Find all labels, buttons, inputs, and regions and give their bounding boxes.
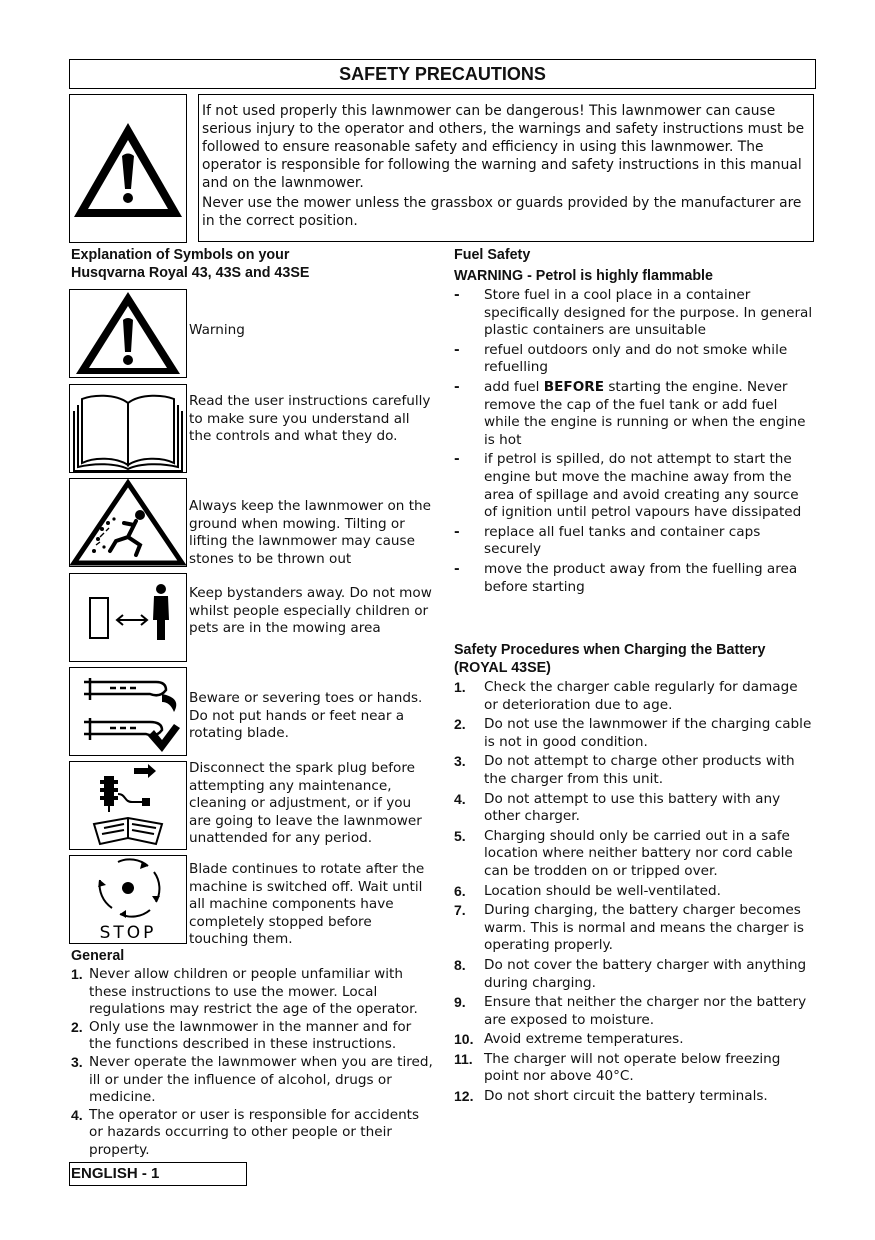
general-heading: General: [71, 948, 125, 964]
item-number: 12.: [454, 1088, 474, 1105]
list-item: [454, 791, 814, 826]
list-item: [454, 379, 814, 449]
list-item: [454, 902, 814, 955]
item-number: 6.: [454, 882, 466, 899]
battery-heading-line: Safety Procedures when Charging the Battery: [454, 642, 766, 658]
item-text: Ensure that neither the charger nor the battery are exposed to moisture.: [484, 994, 807, 1028]
symbols-heading-line: Explanation of Symbols on your: [71, 247, 290, 263]
dash-marker: -: [454, 523, 460, 540]
item-number: 4.: [71, 1106, 83, 1123]
item-text: Do not cover the battery charger with anything during charging.: [484, 956, 807, 991]
symbol-description: Warning: [189, 322, 245, 338]
keep-distance-icon: [69, 573, 187, 662]
dash-marker: -: [454, 287, 460, 303]
list-item: [454, 716, 814, 751]
item-text: Check the charger cable regularly for damage or deterioration due to age.: [484, 679, 798, 713]
symbol-description: Always keep the lawnmower on the ground when mowing. Tilting or lifting the lawnmower may cause stones to be thrown out: [189, 498, 432, 567]
item-number: 1.: [454, 679, 466, 695]
dash-marker: -: [454, 451, 460, 468]
list-item: [454, 1088, 814, 1106]
list-item: [454, 287, 814, 340]
dash-marker: -: [454, 341, 460, 358]
item-text: replace all fuel tanks and container caps securely: [484, 523, 761, 558]
item-text: Do not short circuit the battery terminals.: [484, 1088, 768, 1105]
page-footer: ENGLISH - 1: [69, 1162, 247, 1186]
battery-list: [454, 679, 814, 1108]
item-text: Do not attempt to charge other products with the charger from this unit.: [484, 753, 795, 787]
symbol-description: Blade continues to rotate after the machine is switched off. Wait until all machine components have completely stopped before touching them.: [189, 861, 425, 948]
item-text: move the product away from the fuelling area before starting: [484, 560, 798, 595]
list-item: [454, 957, 814, 992]
list-item: [71, 1054, 433, 1107]
item-number: 4.: [454, 790, 466, 807]
item-number: 8.: [454, 956, 466, 973]
list-item: [454, 753, 814, 788]
list-item: [454, 679, 814, 714]
symbol-description: Beware or severing toes or hands. Do not put hands or feet near a rotating blade.: [189, 690, 423, 742]
item-text: if petrol is spilled, do not attempt to start the engine but move the machine away from the area of spillage and avoid creating any source of ignition until petrol vapours have dissipated: [484, 451, 802, 521]
item-number: 3.: [454, 753, 466, 770]
item-text: Location should be well-ventilated.: [484, 882, 721, 899]
intro-paragraph: If not used properly this lawnmower can be dangerous! This lawnmower can cause serious injury to the operator and others, the warnings and safety instructions must be followed to ensure reasonable safety and efficiency in using this lawnmower. The operator is responsible for following the warning and safety instructions in this manual and on the lawnmower.: [202, 103, 805, 191]
item-text: Never allow children or people unfamiliar with these instructions to use the mower. Local regulations may restrict the age of the operator.: [89, 966, 418, 1018]
symbol-description: Disconnect the spark plug before attempting any maintenance, cleaning or adjustment, or if you are going to leave the lawnmower unattended for any period.: [189, 760, 422, 847]
page-title: SAFETY PRECAUTIONS: [69, 59, 816, 89]
general-list: [71, 966, 433, 1160]
list-item: [454, 342, 814, 377]
list-item: [71, 966, 433, 1019]
list-item: [454, 994, 814, 1029]
item-number: 7.: [454, 902, 466, 919]
item-number: 9.: [454, 994, 466, 1011]
list-item: [454, 561, 814, 596]
fuel-safety-list: [454, 287, 814, 598]
list-item: [454, 1031, 814, 1049]
blade-hazard-icon: [69, 667, 187, 756]
stop-label: STOP: [99, 923, 157, 943]
item-number: 10.: [454, 1031, 474, 1048]
dash-marker: -: [454, 378, 460, 395]
item-text: refuel outdoors only and do not smoke while refuelling: [484, 341, 788, 376]
item-text: Do not use the lawnmower if the charging cable is not in good condition.: [484, 716, 812, 750]
fuel-warning: WARNING - Petrol is highly flammable: [454, 268, 713, 284]
symbols-heading: [71, 246, 309, 282]
item-number: 2.: [454, 716, 466, 733]
intro-warning-box: [198, 94, 814, 242]
item-number: 2.: [71, 1018, 83, 1035]
item-text: Never operate the lawnmower when you are tired, ill or under the influence of alcohol, drugs or medicine.: [89, 1053, 433, 1106]
battery-heading-line: (ROYAL 43SE): [454, 660, 551, 676]
list-item: [454, 828, 814, 881]
item-text: During charging, the battery charger becomes warm. This is normal and means the charger is operating properly.: [484, 902, 804, 954]
list-item: [71, 1019, 433, 1054]
dash-marker: -: [454, 560, 460, 577]
symbols-heading-line: Husqvarna Royal 43, 43S and 43SE: [71, 265, 310, 281]
warning-triangle-icon: [69, 94, 187, 243]
item-number: 11.: [454, 1050, 473, 1067]
item-number: 5.: [454, 827, 466, 844]
item-text: Charging should only be carried out in a safe location where neither battery nor cord cable can be trodden on or tripped over.: [484, 827, 793, 879]
item-number: 1.: [71, 966, 83, 982]
item-text: The operator or user is responsible for accidents or hazards occurring to other people or their property.: [89, 1106, 420, 1158]
list-item: [454, 524, 814, 559]
item-text: Do not attempt to use this battery with any other charger.: [484, 790, 781, 825]
list-item: [454, 451, 814, 521]
item-text: starting the engine. Never remove the cap of the fuel tank or add fuel while the engine is running or when the engine is hot: [484, 378, 806, 448]
item-text: The charger will not operate below freezing point nor above 40°C.: [484, 1050, 781, 1085]
symbol-description: Keep bystanders away. Do not mow whilst people especially children or pets are in the mowing area: [189, 585, 432, 637]
blade-rotation-stop-icon: [69, 855, 187, 944]
open-book-icon: [69, 384, 187, 473]
symbol-description: Read the user instructions carefully to make sure you understand all the controls and what they do.: [189, 393, 431, 445]
list-item: [454, 1051, 814, 1086]
item-text: Avoid extreme temperatures.: [484, 1031, 684, 1048]
item-text: Only use the lawnmower in the manner and for the functions described in these instructions.: [89, 1018, 412, 1053]
warning-triangle-icon: [69, 289, 187, 378]
item-text: add fuel: [484, 378, 544, 395]
list-item: [454, 883, 814, 901]
disconnect-spark-plug-icon: [69, 761, 187, 850]
item-text: Store fuel in a cool place in a container specifically designed for the purpose. In general plastic containers are unsuitable: [484, 287, 813, 339]
intro-paragraph: Never use the mower unless the grassbox or guards provided by the manufacturer are in the correct position.: [202, 195, 802, 229]
thrown-objects-icon: [69, 478, 187, 567]
fuel-safety-heading: Fuel Safety: [454, 247, 531, 263]
battery-heading: [454, 641, 765, 677]
item-emphasis: BEFORE: [543, 378, 605, 395]
item-number: 3.: [71, 1053, 83, 1070]
list-item: [71, 1107, 433, 1160]
